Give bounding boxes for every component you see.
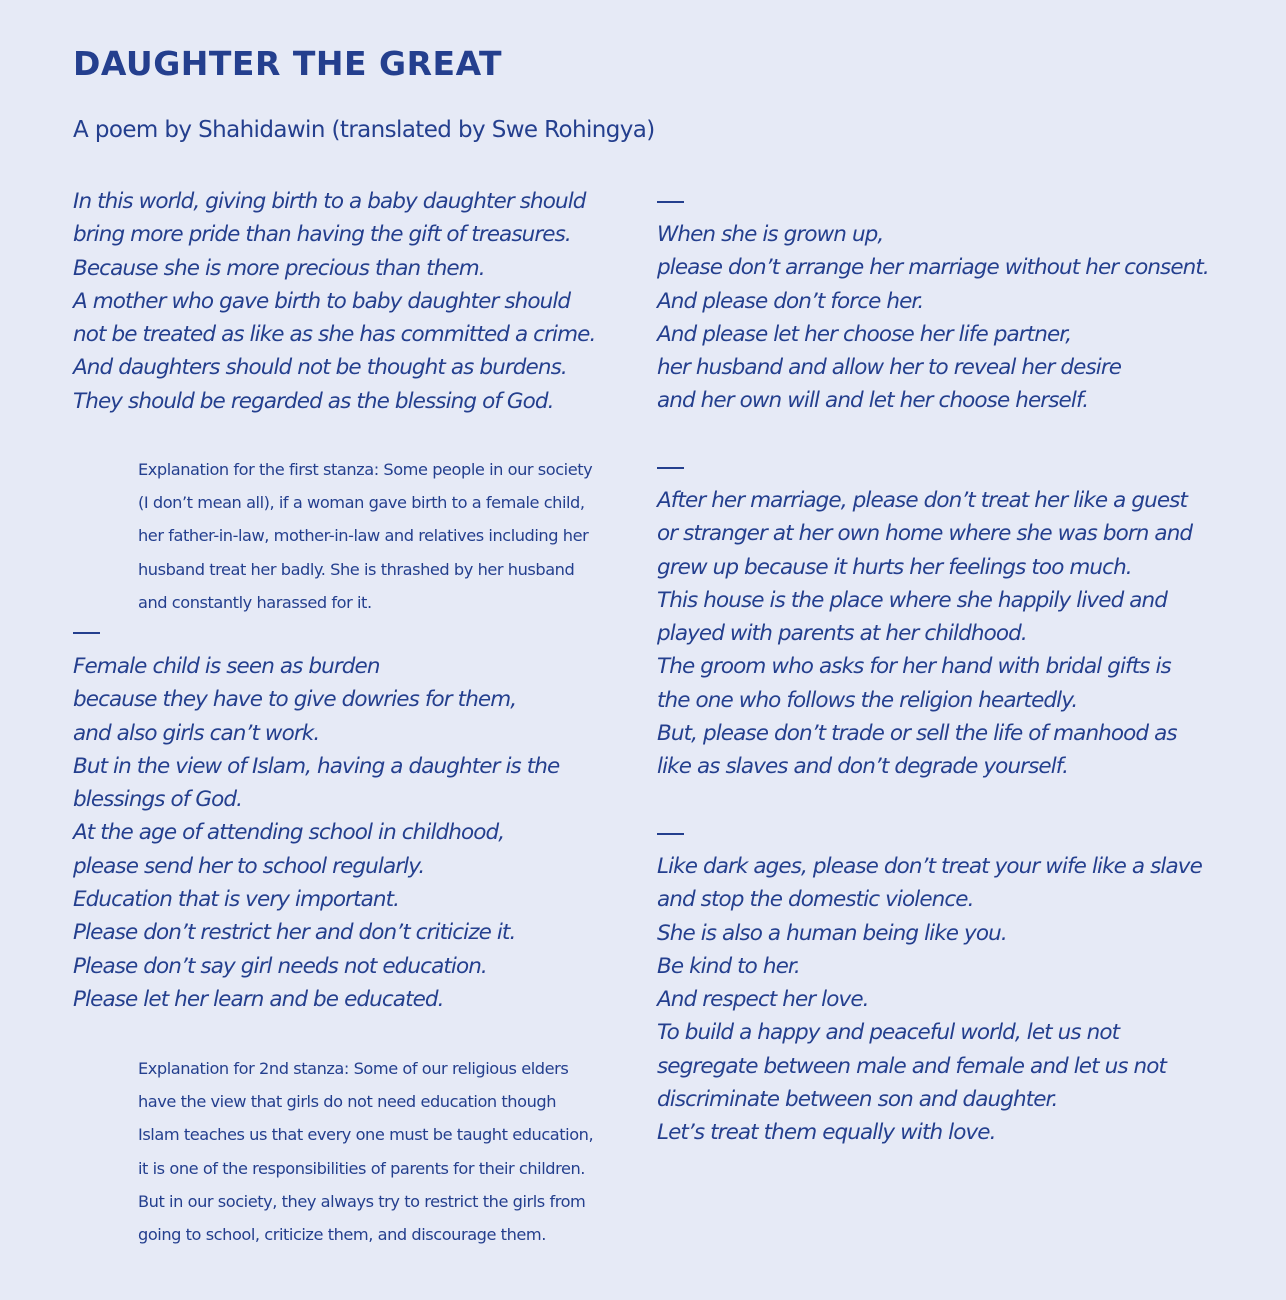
stanza-line: And please let her choose her life partner, bbox=[657, 321, 1072, 347]
stanza-line: And respect her love. bbox=[657, 987, 869, 1013]
stanza-line: Education that is very important. bbox=[73, 887, 400, 913]
stanza-separator bbox=[657, 201, 684, 203]
stanza-line: Because she is more precious than them. bbox=[73, 255, 485, 281]
stanza-line: When she is grown up, bbox=[657, 222, 884, 247]
explanation-line: her father-in-law, mother-in-law and relatives including her bbox=[138, 526, 589, 546]
stanza-line: and also girls can’t work. bbox=[73, 720, 320, 746]
stanza-line: played with parents at her childhood. bbox=[657, 621, 1027, 647]
stanza-line: They should be regarded as the blessing of God. bbox=[73, 388, 554, 414]
stanza-separator bbox=[73, 632, 100, 634]
explanation-line: husband treat her badly. She is thrashed by her husband bbox=[138, 559, 575, 579]
stanza-line: Let’s treat them equally with love. bbox=[657, 1120, 996, 1146]
stanza-line: The groom who asks for her hand with bridal gifts is bbox=[657, 654, 1171, 680]
stanza-line: This house is the place where she happily lived and bbox=[657, 587, 1168, 613]
poem-title: DAUGHTER THE GREAT bbox=[73, 44, 503, 83]
stanza-line: But in the view of Islam, having a daughter is the bbox=[73, 753, 560, 779]
stanza-separator bbox=[657, 833, 684, 835]
stanza-separator bbox=[657, 467, 684, 469]
stanza-line: Female child is seen as burden bbox=[73, 654, 380, 679]
stanza-line: and her own will and let her choose herself. bbox=[657, 388, 1089, 414]
stanza-line: To build a happy and peaceful world, let us not bbox=[657, 1020, 1120, 1046]
explanation-1 bbox=[138, 453, 628, 619]
poem-byline: A poem by Shahidawin (translated by Swe Rohingya) bbox=[73, 117, 655, 143]
stanza-1 bbox=[73, 185, 595, 418]
stanza-line: After her marriage, please don’t treat her like a guest bbox=[657, 488, 1188, 513]
stanza-line: please send her to school regularly. bbox=[73, 853, 425, 879]
explanation-line: have the view that girls do not need education though bbox=[138, 1092, 557, 1112]
explanation-line: Explanation for the first stanza: Some people in our society bbox=[138, 460, 593, 479]
stanza-line: Please let her learn and be educated. bbox=[73, 986, 444, 1012]
explanation-line: (I don’t mean all), if a woman gave birth to a female child, bbox=[138, 493, 585, 513]
stanza-2 bbox=[73, 650, 559, 1016]
stanza-5 bbox=[657, 850, 1202, 1150]
stanza-line: Please don’t restrict her and don’t criticize it. bbox=[73, 920, 516, 946]
stanza-line: the one who follows the religion heartedly. bbox=[657, 687, 1078, 713]
explanation-2 bbox=[138, 1052, 628, 1251]
explanation-line: Explanation for 2nd stanza: Some of our religious elders bbox=[138, 1059, 569, 1078]
explanation-line: But in our society, they always try to restrict the girls from bbox=[138, 1191, 586, 1211]
explanation-line: it is one of the responsibilities of parents for their children. bbox=[138, 1158, 585, 1178]
stanza-line: segregate between male and female and let us not bbox=[657, 1053, 1167, 1079]
explanation-line: going to school, criticize them, and discourage them. bbox=[138, 1224, 546, 1244]
stanza-line: please don’t arrange her marriage without her consent. bbox=[657, 255, 1209, 281]
stanza-line: blessings of God. bbox=[73, 787, 243, 813]
stanza-line: At the age of attending school in childhood, bbox=[73, 820, 505, 846]
explanation-line: Islam teaches us that every one must be taught education, bbox=[138, 1125, 594, 1145]
explanation-line: and constantly harassed for it. bbox=[138, 592, 372, 612]
stanza-line: A mother who gave birth to baby daughter should bbox=[73, 288, 571, 314]
stanza-line: discriminate between son and daughter. bbox=[657, 1087, 1058, 1113]
stanza-line: grew up because it hurts her feelings too much. bbox=[657, 554, 1132, 580]
stanza-line: Be kind to her. bbox=[657, 953, 800, 979]
stanza-line: In this world, giving birth to a baby daughter should bbox=[73, 189, 586, 214]
stanza-line: Like dark ages, please don’t treat your wife like a slave bbox=[657, 854, 1202, 879]
stanza-line: her husband and allow her to reveal her desire bbox=[657, 355, 1122, 381]
stanza-line: Please don’t say girl needs not education. bbox=[73, 953, 487, 979]
stanza-line: But, please don’t trade or sell the life of manhood as bbox=[657, 721, 1177, 747]
stanza-line: and stop the domestic violence. bbox=[657, 887, 974, 913]
stanza-line: And please don’t force her. bbox=[657, 288, 924, 314]
stanza-line: or stranger at her own home where she was born and bbox=[657, 521, 1193, 547]
stanza-line: And daughters should not be thought as burdens. bbox=[73, 355, 567, 381]
stanza-line: because they have to give dowries for them, bbox=[73, 687, 517, 713]
stanza-line: bring more pride than having the gift of treasures. bbox=[73, 222, 571, 248]
stanza-line: like as slaves and don’t degrade yourself. bbox=[657, 754, 1069, 780]
stanza-3 bbox=[657, 218, 1209, 418]
stanza-line: not be treated as like as she has committed a crime. bbox=[73, 322, 596, 348]
stanza-4 bbox=[657, 484, 1192, 784]
stanza-line: She is also a human being like you. bbox=[657, 920, 1007, 946]
